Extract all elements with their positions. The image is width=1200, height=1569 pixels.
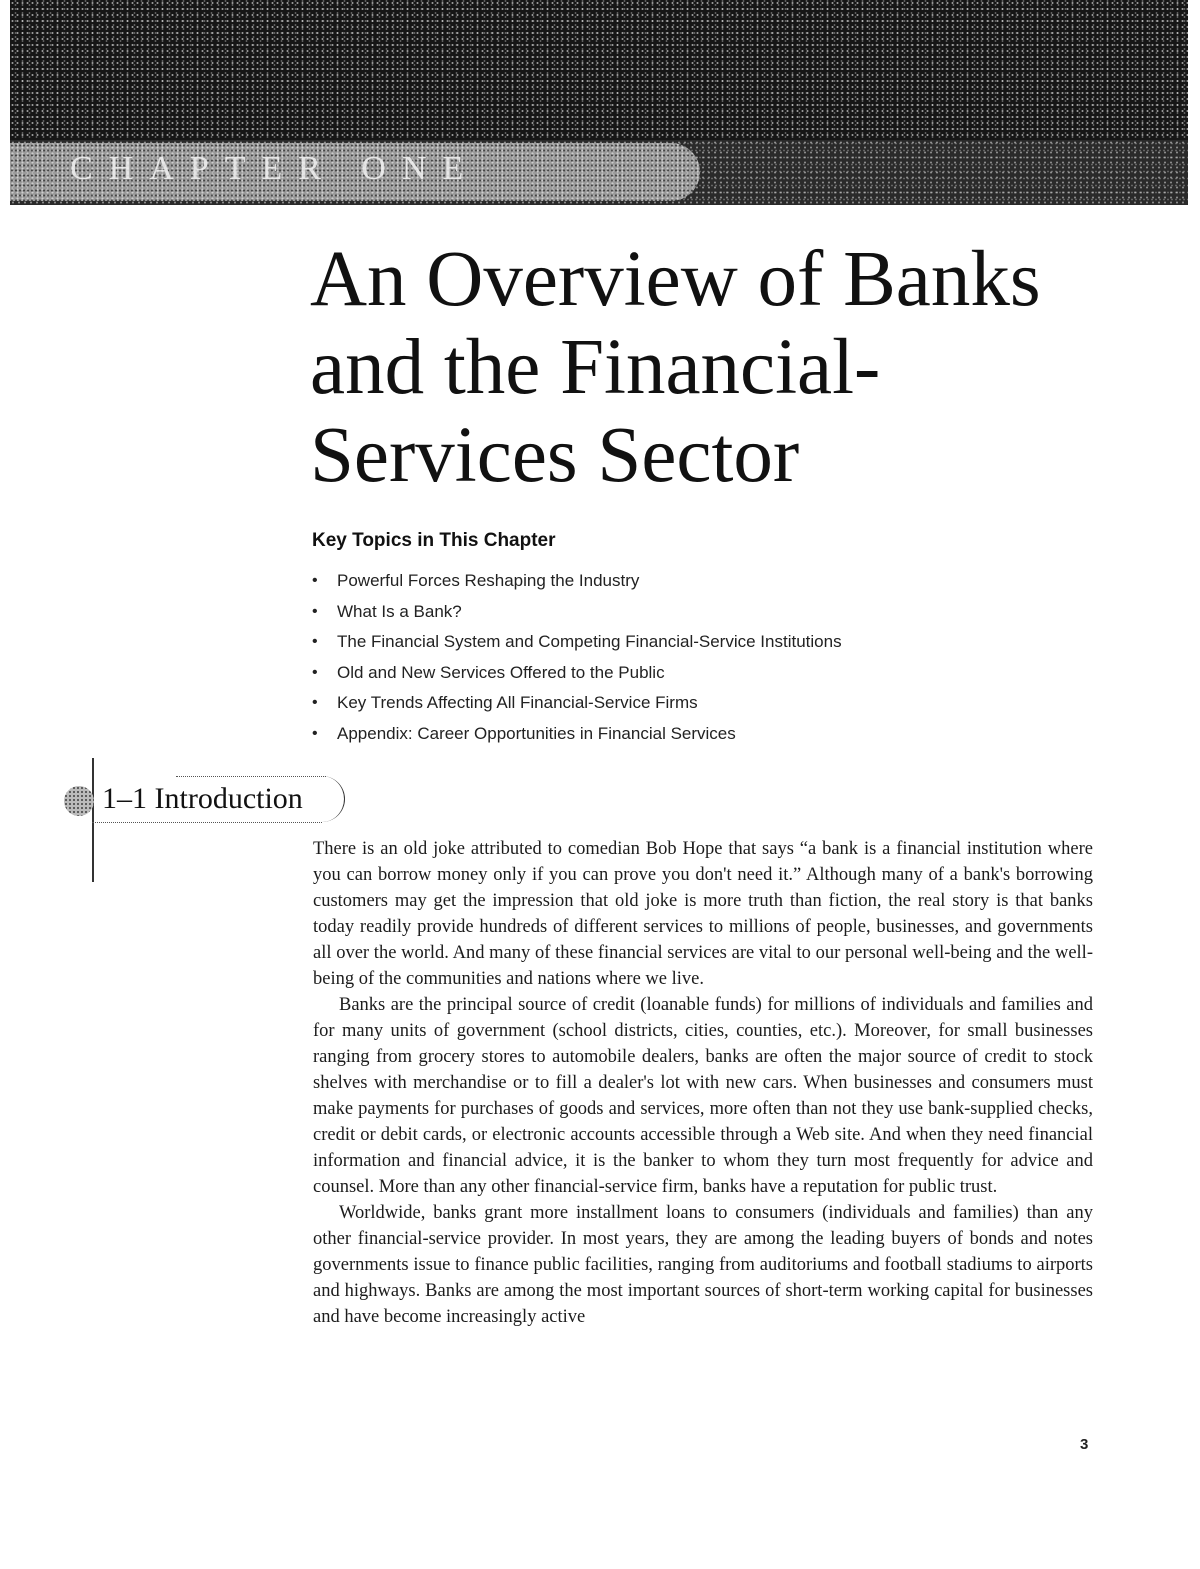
key-topic-item: • The Financial System and Competing Financial-Service Institutions [312,627,1132,658]
section-rule-vertical [92,758,94,882]
key-topic-item: • Key Trends Affecting All Financial-Service Firms [312,688,1132,719]
chapter-label: CHAPTER ONE [70,150,480,187]
key-topics-heading: Key Topics in This Chapter [312,530,556,551]
chapter-title-line-1: An Overview of Banks [310,236,1041,323]
key-topic-item: • Old and New Services Offered to the Public [312,658,1132,689]
section-heading-bracket [318,776,345,822]
body-paragraph: Banks are the principal source of credit (loanable funds) for millions of individuals and families and for many units of government (school districts, cities, counties, etc.). Moreover, for small businesses ranging from grocery stores to automobile dealers, banks are often the major source of credit to stock shelves with merchandise or to fill a dealer's lot with new cars. When businesses and consumers must make payments for purchases of goods and services, more often than not they use bank-supplied checks, credit or debit cards, or electronic accounts accessible through a Web site. And when they need financial information and financial advice, it is the banker to whom they turn most frequently for advice and counsel. More than any other financial-service firm, banks have a reputation for public trust. [313,995,1093,1197]
key-topics-box [312,530,1132,749]
chapter-title-line-2: and the Financial- [310,324,881,411]
body-text [313,836,1093,1330]
chapter-header-band [10,0,1188,140]
key-topics-list [312,566,1132,749]
body-paragraph: Worldwide, banks grant more installment loans to consumers (individuals and families) than any other financial-service provider. In most years, they are among the leading buyers of bonds and notes governments issue to finance public facilities, ranging from auditoriums and football stadiums to airports and highways. Banks are among the most important sources of short-term working capital for businesses and have become increasingly active [313,1203,1093,1327]
key-topic-item: • Appendix: Career Opportunities in Financial Services [312,719,1132,750]
section-marker-icon [64,786,94,816]
section-rule-bottom [92,822,322,823]
chapter-title-line-3: Services Sector [310,412,800,499]
key-topic-item: • What Is a Bank? [312,597,1132,628]
section-rule-top [176,776,326,777]
chapter-title [310,236,1170,500]
page-number: 3 [1080,1436,1089,1453]
section-heading: 1–1 Introduction [102,782,303,815]
body-paragraph: There is an old joke attributed to comedian Bob Hope that says “a bank is a financial institution where you can borrow money only if you can prove you don't need it.” Although many of a bank's borrowing customers may get the impression that old joke is more truth than fiction, the real story is that banks today readily provide hundreds of different services to millions of people, businesses, and governments all over the world. And many of these financial services are vital to our personal well-being and the well-being of the communities and nations where we live. [313,839,1093,989]
key-topic-item: • Powerful Forces Reshaping the Industry [312,566,1132,597]
